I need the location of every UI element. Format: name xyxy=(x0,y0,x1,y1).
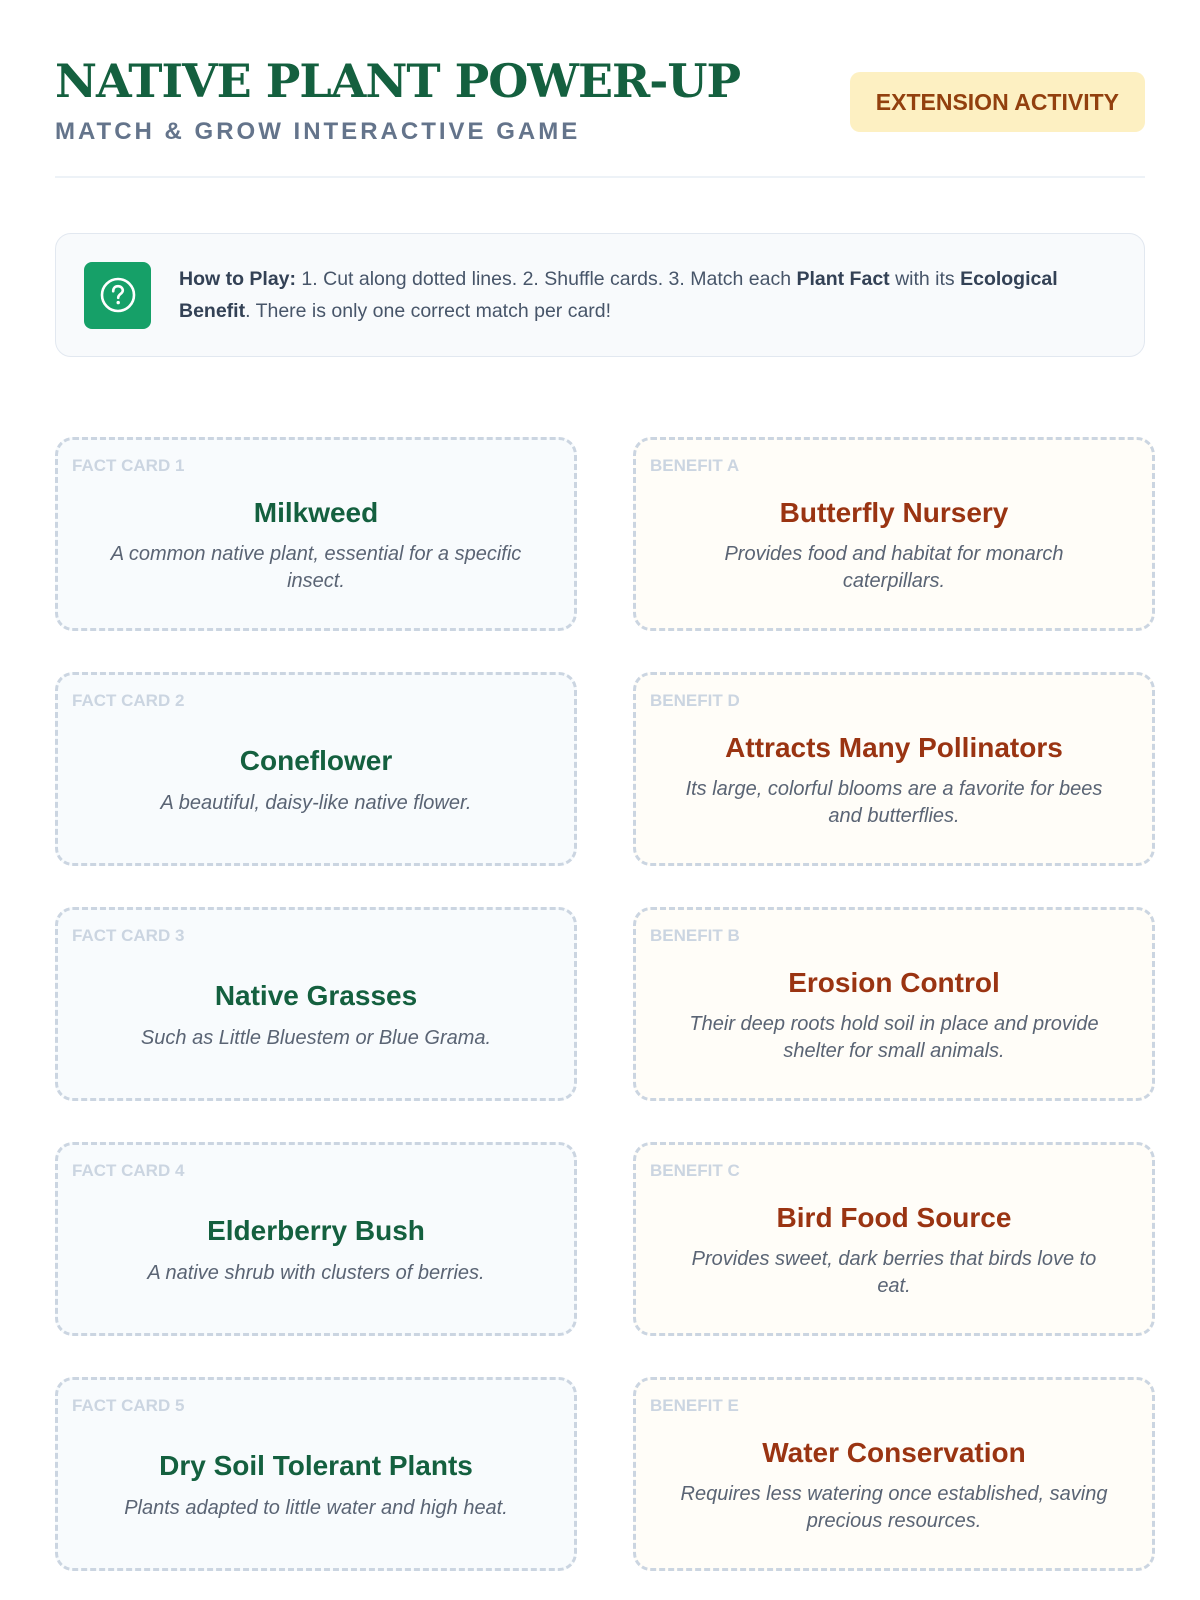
how-to-play-text xyxy=(179,263,1116,327)
ecological-benefit-term: Ecological Benefit xyxy=(179,268,1058,322)
page-title: NATIVE PLANT POWER-UP xyxy=(55,54,741,108)
card-label: BENEFIT D xyxy=(650,691,740,710)
instruction-rule: . There is only one correct match per card! xyxy=(245,300,612,322)
card-label: FACT CARD 1 xyxy=(72,456,185,475)
card-description: Provides food and habitat for monarch caterpillars. xyxy=(724,543,1064,593)
benefit-card[interactable] xyxy=(633,1142,1155,1336)
instruction-connector: with its xyxy=(889,268,961,290)
fact-card[interactable] xyxy=(55,1377,577,1571)
card-description: A native shrub with clusters of berries. xyxy=(147,1261,485,1284)
card-label: BENEFIT C xyxy=(650,1161,740,1180)
card-title: Bird Food Source xyxy=(776,1201,1012,1233)
benefit-card[interactable] xyxy=(633,1377,1155,1571)
page-header xyxy=(55,0,1145,178)
card-description: Such as Little Bluestem or Blue Grama. xyxy=(140,1026,492,1049)
card-description: Its large, colorful blooms are a favorite for bees and butterflies. xyxy=(685,778,1103,828)
fact-card[interactable] xyxy=(55,907,577,1101)
card-description: Requires less watering once established, saving precious resources. xyxy=(680,1483,1108,1533)
card-title: Erosion Control xyxy=(788,966,1000,998)
card-label: BENEFIT B xyxy=(650,926,740,945)
card-label: FACT CARD 2 xyxy=(72,691,185,710)
card-title: Butterfly Nursery xyxy=(779,496,1009,528)
fact-card[interactable] xyxy=(55,1142,577,1336)
card-description: A beautiful, daisy-like native flower. xyxy=(160,791,472,814)
card-description: Provides sweet, dark berries that birds love to eat. xyxy=(691,1248,1097,1298)
benefit-card[interactable] xyxy=(633,437,1155,631)
how-to-play-lead: How to Play: xyxy=(179,268,297,290)
card-title: Native Grasses xyxy=(214,980,418,1012)
how-to-play-box xyxy=(55,233,1145,357)
card-description: A common native plant, essential for a specific insect. xyxy=(110,543,522,593)
card-title: Milkweed xyxy=(253,496,379,528)
card-title: Water Conservation xyxy=(762,1436,1026,1468)
card-label: FACT CARD 5 xyxy=(72,1396,185,1415)
card-description: Their deep roots hold soil in place and provide shelter for small animals. xyxy=(689,1013,1099,1063)
benefit-card[interactable] xyxy=(633,907,1155,1101)
card-title: Elderberry Bush xyxy=(207,1215,425,1247)
plant-fact-term: Plant Fact xyxy=(796,268,890,290)
activity-badge: EXTENSION ACTIVITY xyxy=(850,72,1145,132)
card-label: FACT CARD 3 xyxy=(72,926,185,945)
benefit-card[interactable] xyxy=(633,672,1155,866)
instruction-steps: 1. Cut along dotted lines. 2. Shuffle cards. 3. Match each xyxy=(296,268,797,290)
card-label: BENEFIT E xyxy=(650,1396,739,1415)
card-title: Attracts Many Pollinators xyxy=(725,731,1063,763)
fact-card[interactable] xyxy=(55,437,577,631)
question-circle-icon xyxy=(84,262,151,329)
card-title: Coneflower xyxy=(239,745,393,777)
card-description: Plants adapted to little water and high heat. xyxy=(124,1496,508,1519)
card-label: FACT CARD 4 xyxy=(72,1161,185,1180)
fact-card[interactable] xyxy=(55,672,577,866)
page-subtitle: MATCH & GROW INTERACTIVE GAME xyxy=(55,118,581,145)
card-title: Dry Soil Tolerant Plants xyxy=(159,1450,473,1482)
card-label: BENEFIT A xyxy=(650,456,740,475)
